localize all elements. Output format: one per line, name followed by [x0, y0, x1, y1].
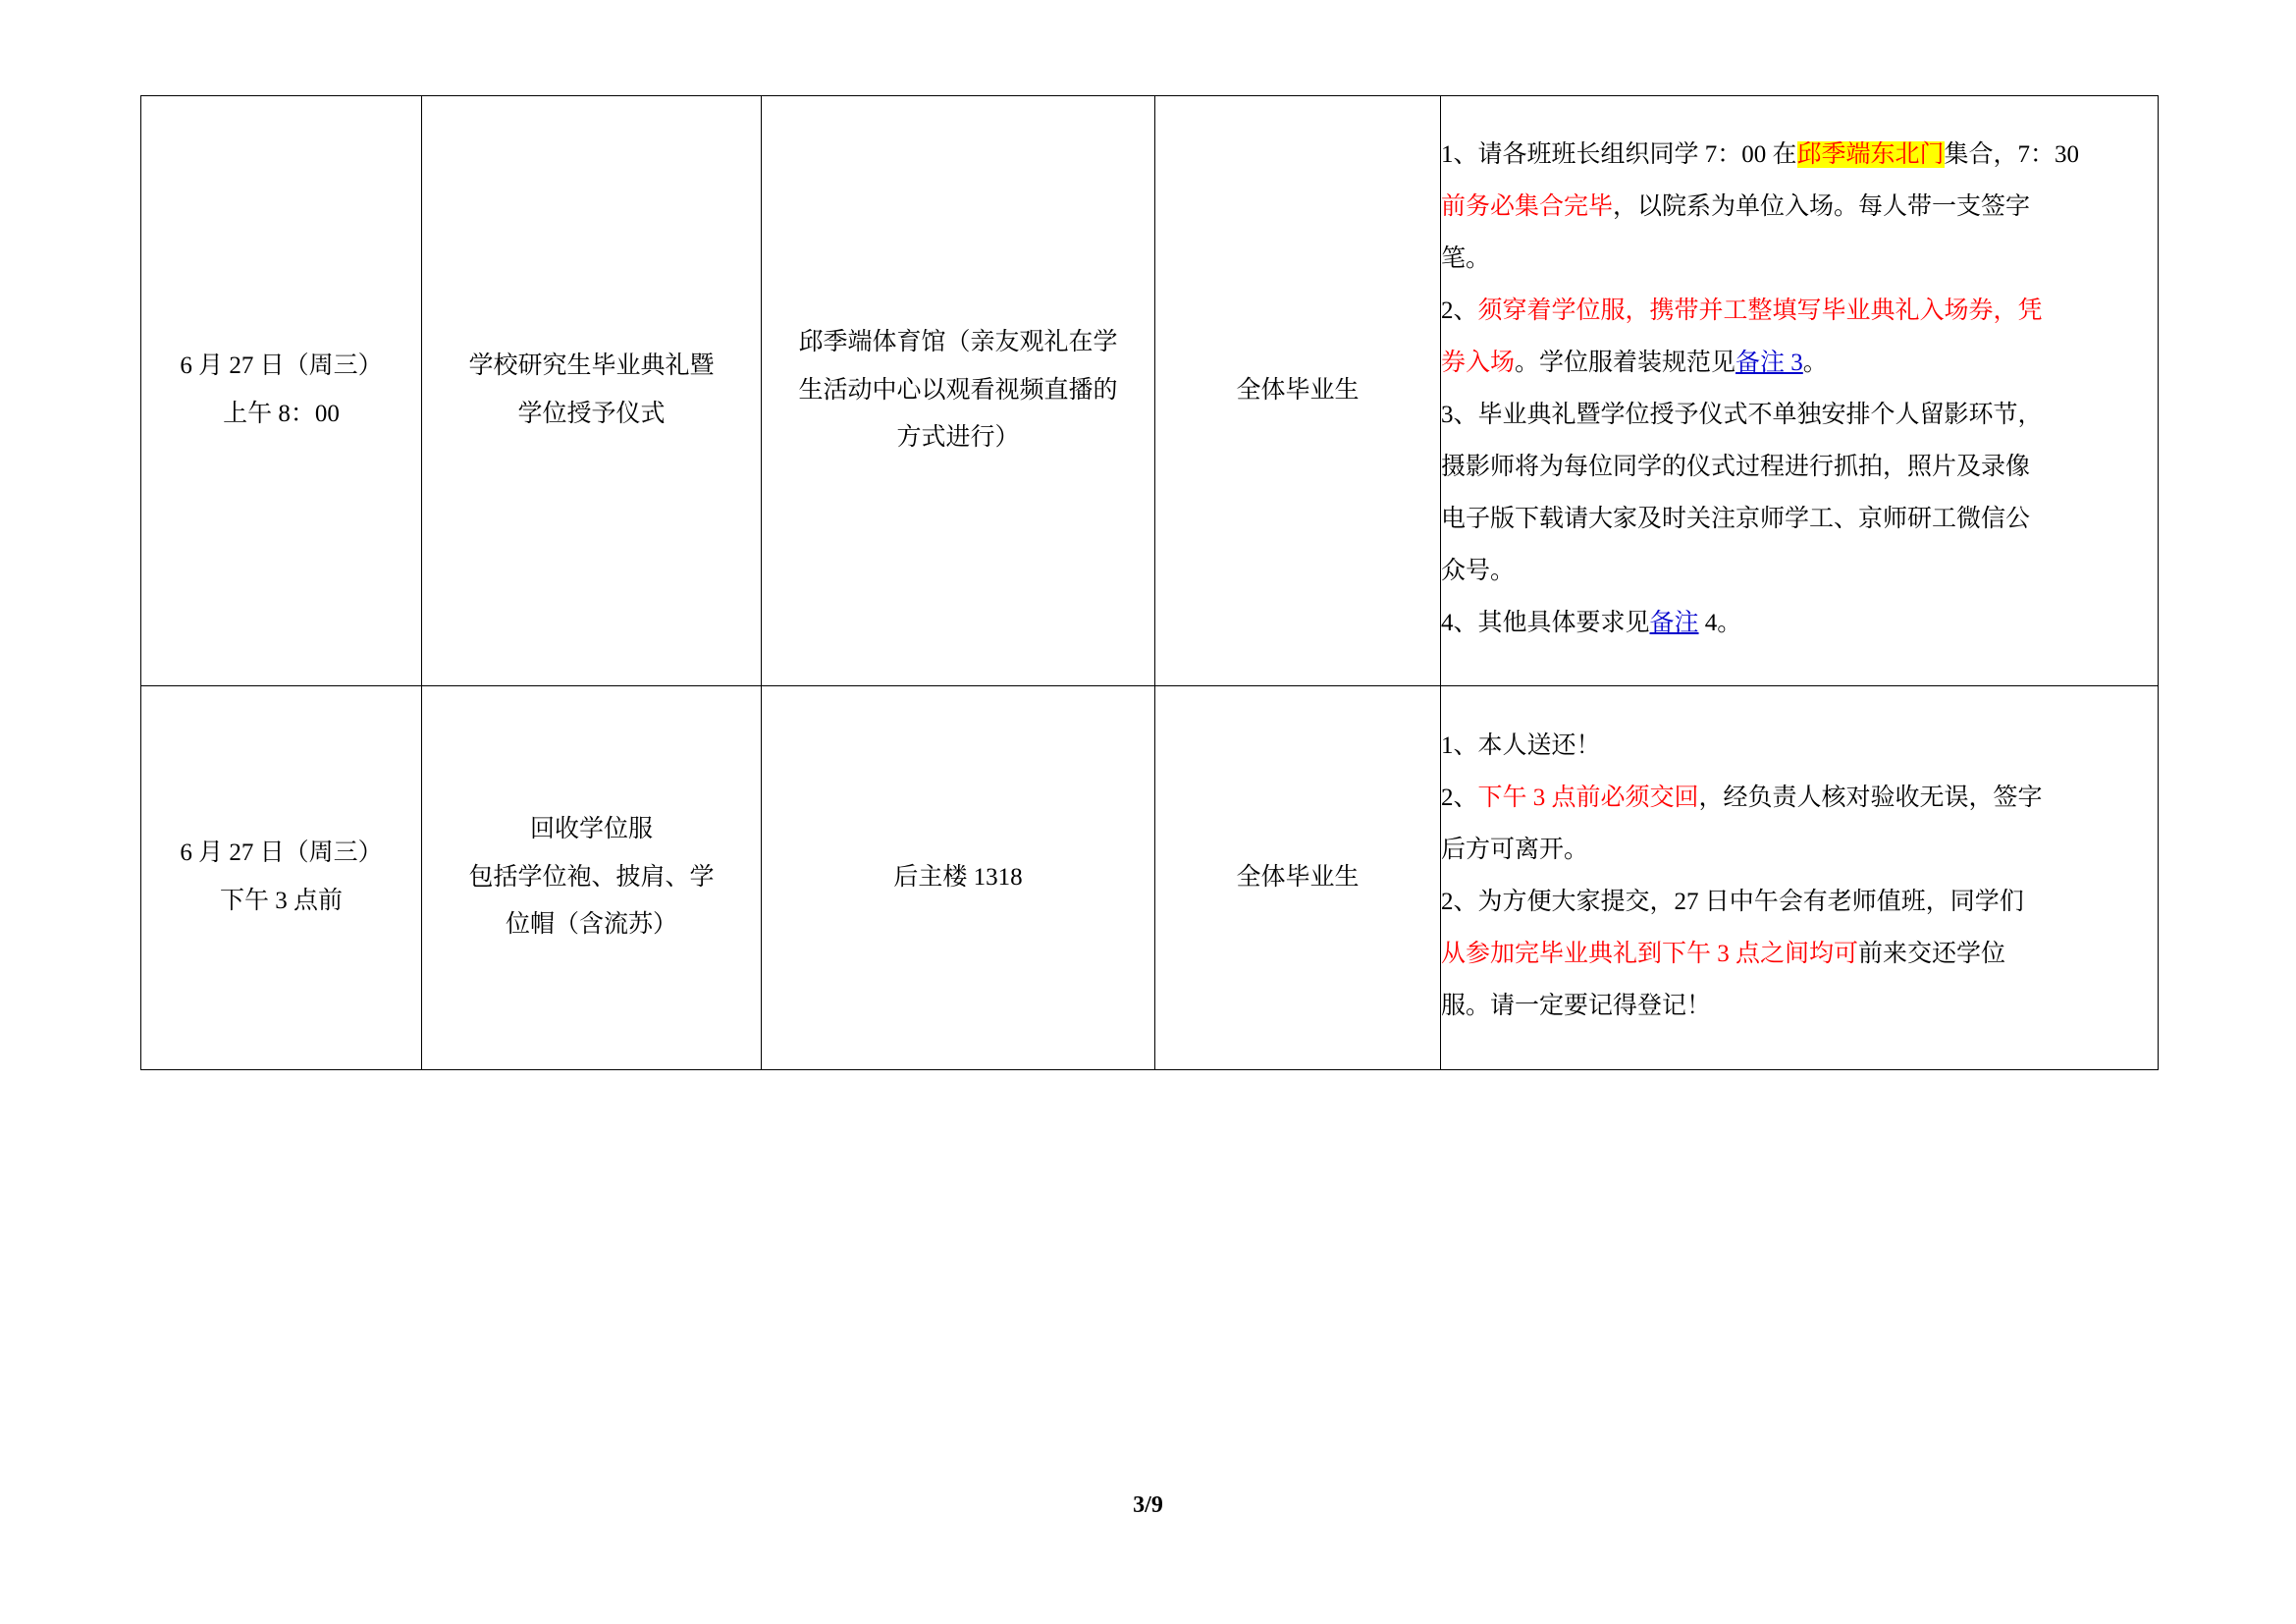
- note-emphasis-red: 从参加完毕业典礼到下午 3 点之间均可: [1441, 941, 1859, 967]
- note-line: [1441, 235, 2158, 284]
- note-highlight: 邱季端东北门: [1796, 141, 1945, 168]
- note-emphasis-red: 须穿着学位服，携带并工整填写毕业典礼入场券，凭: [1477, 298, 2043, 324]
- note-line: [1441, 547, 2158, 596]
- note-text: 。: [1802, 350, 1828, 376]
- event-line: 学校研究生毕业典礼暨: [468, 352, 715, 380]
- note-line: [1441, 287, 2158, 336]
- note-line: [1441, 774, 2158, 823]
- note-emphasis-red: 前务必集合完毕: [1441, 193, 1614, 220]
- cell-place: [762, 96, 1155, 686]
- schedule-table: [140, 95, 2159, 1070]
- event-line: 学位授予仪式: [517, 401, 666, 427]
- note-text: 集合，7：30: [1944, 141, 2080, 168]
- note-text: 服。请一定要记得登记！: [1441, 993, 1712, 1019]
- event-line: 包括学位袍、披肩、学: [468, 863, 715, 891]
- note-line: [1441, 495, 2158, 544]
- place-line: 方式进行）: [896, 424, 1020, 452]
- note-text: 。学位服着装规范见: [1515, 350, 1736, 376]
- cell-time: [141, 96, 422, 686]
- note-text: 3、毕业典礼暨学位授予仪式不单独安排个人留影环节，: [1441, 402, 2043, 428]
- note-line: [1441, 131, 2158, 180]
- people-label: 全体毕业生: [1236, 863, 1360, 891]
- place-line: 生活动中心以观看视频直播的: [798, 376, 1118, 404]
- note-line: [1441, 722, 2158, 771]
- place-line: 后主楼 1318: [893, 863, 1023, 891]
- note-text: ，经负责人核对验收无误，签字: [1698, 785, 2043, 811]
- event-line: 位帽（含流苏）: [505, 911, 677, 939]
- time-line: 下午 3 点前: [219, 888, 343, 914]
- note-line: [1441, 826, 2158, 875]
- cell-people: [1155, 686, 1441, 1070]
- note-text: 2、: [1441, 785, 1478, 811]
- note-text: 2、: [1441, 298, 1478, 324]
- cell-people: [1155, 96, 1441, 686]
- note-text: ，以院系为单位入场。每人带一支签字: [1613, 193, 2031, 220]
- note-reference-link[interactable]: 备注: [1649, 610, 1699, 636]
- table-row: [141, 686, 2159, 1070]
- table-row: [141, 96, 2159, 686]
- note-text: 后方可离开。: [1441, 837, 1589, 863]
- page-number: 3/9: [1133, 1492, 1163, 1518]
- note-line: [1441, 930, 2158, 979]
- note-text: 众号。: [1441, 558, 1516, 584]
- note-line: [1441, 878, 2158, 927]
- time-line: 上午 8：00: [223, 401, 340, 427]
- note-line: [1441, 183, 2158, 232]
- event-line: 回收学位服: [529, 815, 653, 842]
- cell-event: [422, 686, 762, 1070]
- cell-place: [762, 686, 1155, 1070]
- note-emphasis-red: 下午 3 点前必须交回: [1477, 785, 1699, 811]
- time-line: 6 月 27 日（周三）: [180, 352, 383, 380]
- cell-time: [141, 686, 422, 1070]
- note-line: [1441, 982, 2158, 1031]
- note-reference-link[interactable]: 备注 3: [1735, 350, 1803, 376]
- note-text: 电子版下载请大家及时关注京师学工、京师研工微信公: [1441, 506, 2031, 532]
- note-line: [1441, 391, 2158, 440]
- people-label: 全体毕业生: [1236, 376, 1360, 404]
- time-line: 6 月 27 日（周三）: [180, 839, 383, 867]
- note-text: 笔。: [1441, 245, 1491, 272]
- note-text: 摄影师将为每位同学的仪式过程进行抓拍，照片及录像: [1441, 454, 2031, 480]
- note-text: 4、其他具体要求见: [1441, 610, 1650, 636]
- note-text: 前来交还学位: [1858, 941, 2006, 967]
- note-text: 4。: [1698, 610, 1742, 636]
- cell-event: [422, 96, 762, 686]
- place-line: 邱季端体育馆（亲友观礼在学: [798, 328, 1118, 355]
- cell-notes: [1441, 686, 2159, 1070]
- note-emphasis-red: 券入场: [1441, 350, 1516, 376]
- note-line: [1441, 339, 2158, 388]
- note-text: 2、为方便大家提交，27 日中午会有老师值班，同学们: [1441, 889, 2024, 915]
- note-text: 1、本人送还！: [1441, 732, 1601, 759]
- note-line: [1441, 443, 2158, 492]
- note-text: 1、请各班班长组织同学 7：00 在: [1441, 141, 1797, 168]
- cell-notes: [1441, 96, 2159, 686]
- note-line: [1441, 599, 2158, 648]
